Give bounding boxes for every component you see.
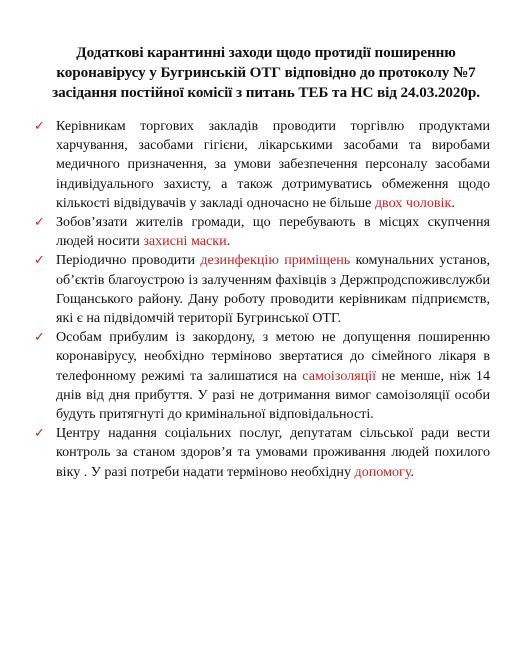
list-item bbox=[34, 213, 490, 251]
item-text: Центру надання соціальних послуг, депутатам сільської ради вести контроль за станом здоров’я та умовами проживання людей похилого віку . У разі потреби надати терміново необхідну bbox=[56, 425, 490, 480]
item-text-end: не менше, ніж 14 днів від дня прибуття. У разі не дотримання вимог самоізоляції особи будуть притягнуті до кримінальної відповідальності. bbox=[56, 367, 491, 423]
checkmark-icon: ✓ bbox=[34, 119, 45, 134]
title-line-3: засідання постійної комісії з питань ТЕБ та НС від 24.03.2020р. bbox=[52, 84, 480, 101]
highlighted-text: дезинфекцію приміщень bbox=[200, 252, 351, 269]
highlighted-text: двох чоловік bbox=[374, 194, 452, 211]
highlighted-text: самоізоляції bbox=[302, 367, 377, 384]
title-line-2: коронавірусу у Бугринській ОТГ відповідно до протоколу №7 bbox=[56, 64, 476, 81]
checkmark-icon: ✓ bbox=[34, 426, 45, 442]
item-text-end: . bbox=[226, 233, 231, 250]
list-item bbox=[34, 328, 490, 424]
checkmark-icon: ✓ bbox=[34, 215, 45, 231]
list-item bbox=[34, 424, 490, 482]
item-text-end: комунальних установ, об’єктів благоустрою із залученням фахівців з Держпродспоживслужби Гощанського району. Дану роботу проводити керівникам підприємств, які є на підвідомчій території Бугринської ОТГ. bbox=[56, 252, 490, 327]
checkmark-icon: ✓ bbox=[34, 330, 45, 346]
list-item bbox=[34, 117, 490, 213]
checkmark-icon: ✓ bbox=[34, 253, 45, 269]
list-item bbox=[34, 251, 490, 328]
item-text-end: . bbox=[451, 194, 455, 211]
item-text: Зобов’язати жителів громади, що перебувають в місцях скупчення людей носити bbox=[56, 214, 490, 250]
item-text: Керівникам торгових закладів проводити торгівлю продуктами харчування, засобами гігієни, лікарськими засобами та виробами медичного призначення, за умови забезпечення персоналу засобами індивідуального захисту, а також дотримуватись обмеження щодо кількості відвідувачів у закладі одночасно не більше bbox=[56, 118, 490, 211]
title-line-1: Додаткові карантинні заходи щодо протидії поширенню bbox=[76, 44, 456, 61]
item-text-end: . bbox=[410, 463, 414, 480]
item-text: Періодично проводити bbox=[56, 252, 201, 269]
document-title bbox=[20, 43, 512, 103]
highlighted-text: допомогу bbox=[354, 463, 411, 480]
measures-list bbox=[34, 117, 490, 482]
item-text: Особам прибулим із закордону, з метою не допущення поширенню коронавірусу, необхідно терміново звертатися до сімейного лікаря в телефонному режимі та залишатися на bbox=[56, 329, 490, 384]
highlighted-text: захисні маски bbox=[143, 233, 227, 250]
